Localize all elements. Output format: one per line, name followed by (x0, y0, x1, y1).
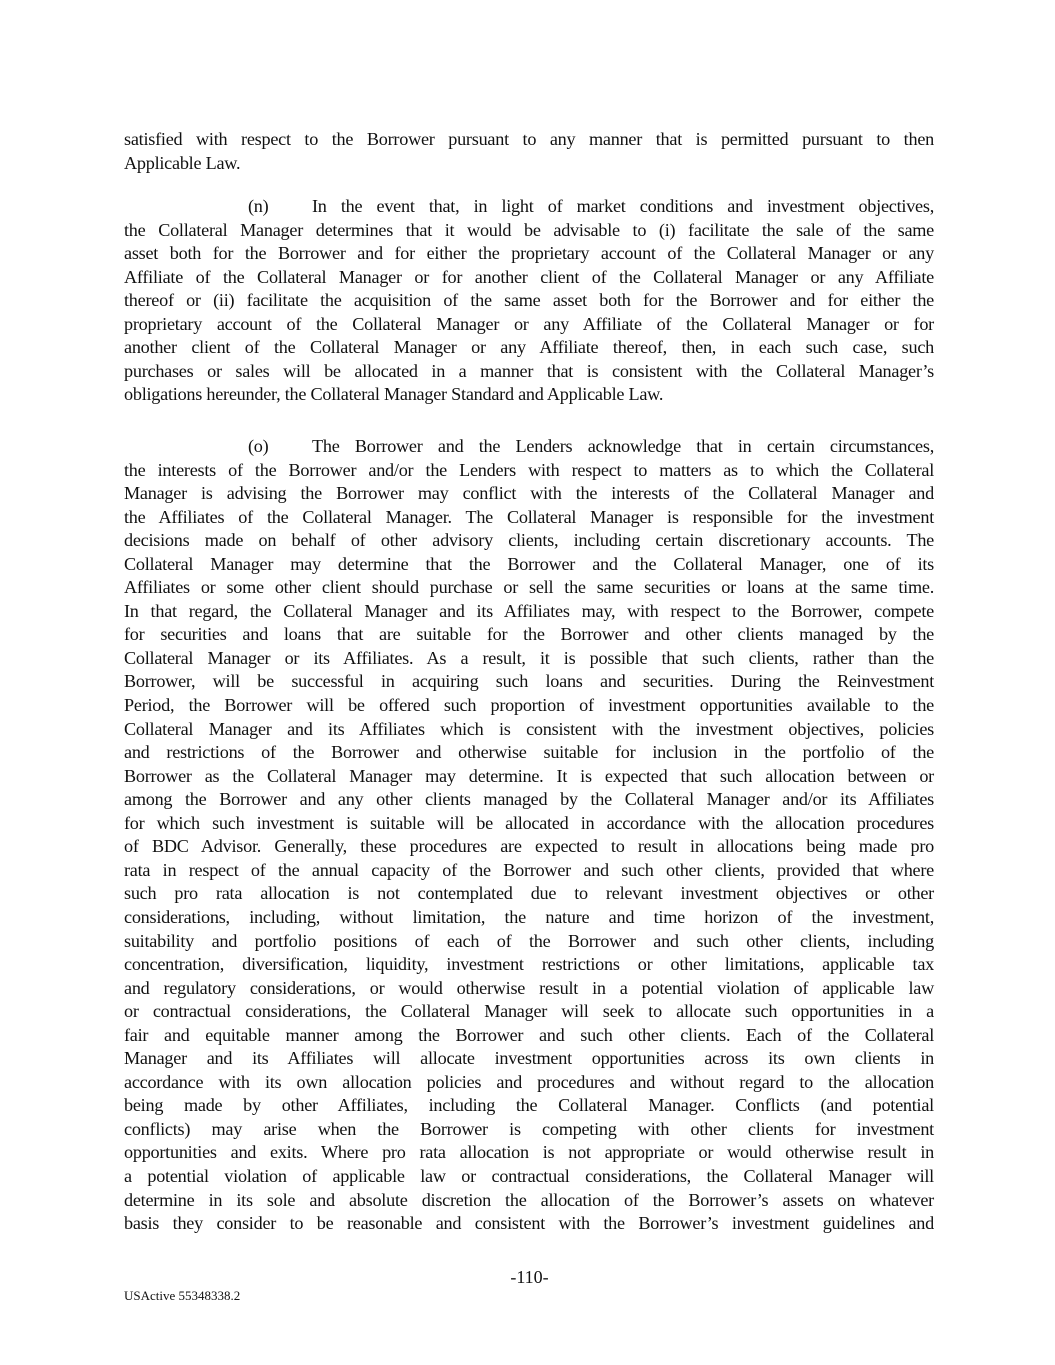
text-line: among the Borrower and any other clients managed by the Collateral Manager and/or its Affiliates (124, 789, 934, 810)
paragraph-label: (o) (248, 436, 269, 457)
text-line: In that regard, the Collateral Manager and its Affiliates may, with respect to the Borrower, compete (124, 600, 934, 621)
text-line: concentration, diversification, liquidity, investment restrictions or other limitations, applicable tax (124, 954, 934, 975)
text-line: obligations hereunder, the Collateral Manager Standard and Applicable Law. (124, 384, 664, 405)
text-line: Manager and its Affiliates will allocate investment opportunities across its own clients in (124, 1048, 934, 1069)
text-line: another client of the Collateral Manager or any Affiliate thereof, then, in each such case, such (124, 337, 934, 358)
text-line: considerations, including, without limitation, the nature and time horizon of the investment, (124, 906, 934, 927)
paragraph-text: The Borrower and the Lenders acknowledge that in certain circumstances, (312, 436, 934, 457)
paragraph-first-line (124, 435, 934, 459)
text-line: basis they consider to be reasonable and consistent with the Borrower’s investment guidelines and (124, 1213, 934, 1234)
text-line: and restrictions of the Borrower and otherwise suitable for inclusion in the portfolio of the (124, 742, 934, 763)
text-line: Affiliate of the Collateral Manager or for another client of the Collateral Manager or any Affiliate (124, 266, 934, 287)
text-line: Manager is advising the Borrower may conflict with the interests of the Collateral Manager and (124, 483, 934, 504)
text-line: accordance with its own allocation policies and procedures and without regard to the allocation (124, 1071, 934, 1092)
text-line: conflicts) may arise when the Borrower is competing with other clients for investment (124, 1118, 934, 1139)
text-line: determine in its sole and absolute discretion the allocation of the Borrower’s assets on whatever (124, 1189, 934, 1210)
text-line: the interests of the Borrower and/or the Lenders with respect to matters as to which the Collateral (124, 459, 934, 480)
text-line: the Collateral Manager determines that it would be advisable to (i) facilitate the sale of the same (124, 219, 934, 240)
text-line: thereof or (ii) facilitate the acquisition of the same asset both for the Borrower and for either the (124, 290, 934, 311)
text-line: of BDC Advisor. Generally, these procedures are expected to result in allocations being made pro (124, 836, 934, 857)
text-line: for securities and loans that are suitable for the Borrower and other clients managed by the (124, 624, 934, 645)
text-line: suitability and portfolio positions of each of the Borrower and such other clients, including (124, 930, 934, 951)
text-line: a potential violation of applicable law or contractual considerations, the Collateral Manager will (124, 1165, 934, 1186)
paragraph-continuation (124, 128, 934, 175)
text-line: asset both for the Borrower and for either the proprietary account of the Collateral Manager or any (124, 243, 934, 264)
text-line: Applicable Law. (124, 152, 241, 173)
text-line: Borrower as the Collateral Manager may determine. It is expected that such allocation between or (124, 765, 934, 786)
text-line: opportunities and exits. Where pro rata allocation is not appropriate or would otherwise result in (124, 1142, 934, 1163)
text-line: for which such investment is suitable will be allocated in accordance with the allocation procedures (124, 812, 934, 833)
paragraph-o (124, 435, 934, 1236)
text-line: Collateral Manager may determine that the Borrower and the Collateral Manager, one of its (124, 553, 934, 574)
text-line: Borrower, will be successful in acquiring such loans and securities. During the Reinvestment (124, 671, 934, 692)
paragraph-first-line (124, 195, 934, 219)
text-line: Affiliates or some other client should purchase or sell the same securities or loans at the same time. (124, 577, 934, 598)
text-line: Period, the Borrower will be offered such proportion of investment opportunities available to the (124, 695, 934, 716)
paragraph-text: In the event that, in light of market conditions and investment objectives, (312, 196, 934, 217)
document-body (124, 128, 934, 1236)
text-line: satisfied with respect to the Borrower pursuant to any manner that is permitted pursuant to then (124, 129, 934, 149)
paragraph-n (124, 195, 934, 407)
text-line: rata in respect of the annual capacity of the Borrower and such other clients, provided that where (124, 859, 934, 880)
text-line: being made by other Affiliates, including the Collateral Manager. Conflicts (and potential (124, 1095, 934, 1116)
document-id: USActive 55348338.2 (124, 1288, 241, 1303)
text-line: fair and equitable manner among the Borrower and such other clients. Each of the Collateral (124, 1024, 934, 1045)
text-line: Collateral Manager and its Affiliates which is consistent with the investment objectives, policies (124, 718, 934, 739)
page-number: -110- (510, 1267, 549, 1287)
text-line: such pro rata allocation is not contemplated due to relevant investment objectives or other (124, 883, 934, 904)
text-line: the Affiliates of the Collateral Manager. The Collateral Manager is responsible for the investment (124, 506, 934, 527)
text-line: or contractual considerations, the Collateral Manager will seek to allocate such opportunities in a (124, 1001, 934, 1022)
text-line: and regulatory considerations, or would otherwise result in a potential violation of applicable law (124, 977, 934, 998)
text-line: proprietary account of the Collateral Manager or any Affiliate of the Collateral Manager or for (124, 313, 934, 334)
text-line: purchases or sales will be allocated in a manner that is consistent with the Collateral Manager’s (124, 360, 934, 381)
text-line: Collateral Manager or its Affiliates. As a result, it is possible that such clients, rather than the (124, 647, 934, 668)
text-line: decisions made on behalf of other advisory clients, including certain discretionary accounts. The (124, 530, 934, 551)
paragraph-label: (n) (248, 196, 269, 217)
